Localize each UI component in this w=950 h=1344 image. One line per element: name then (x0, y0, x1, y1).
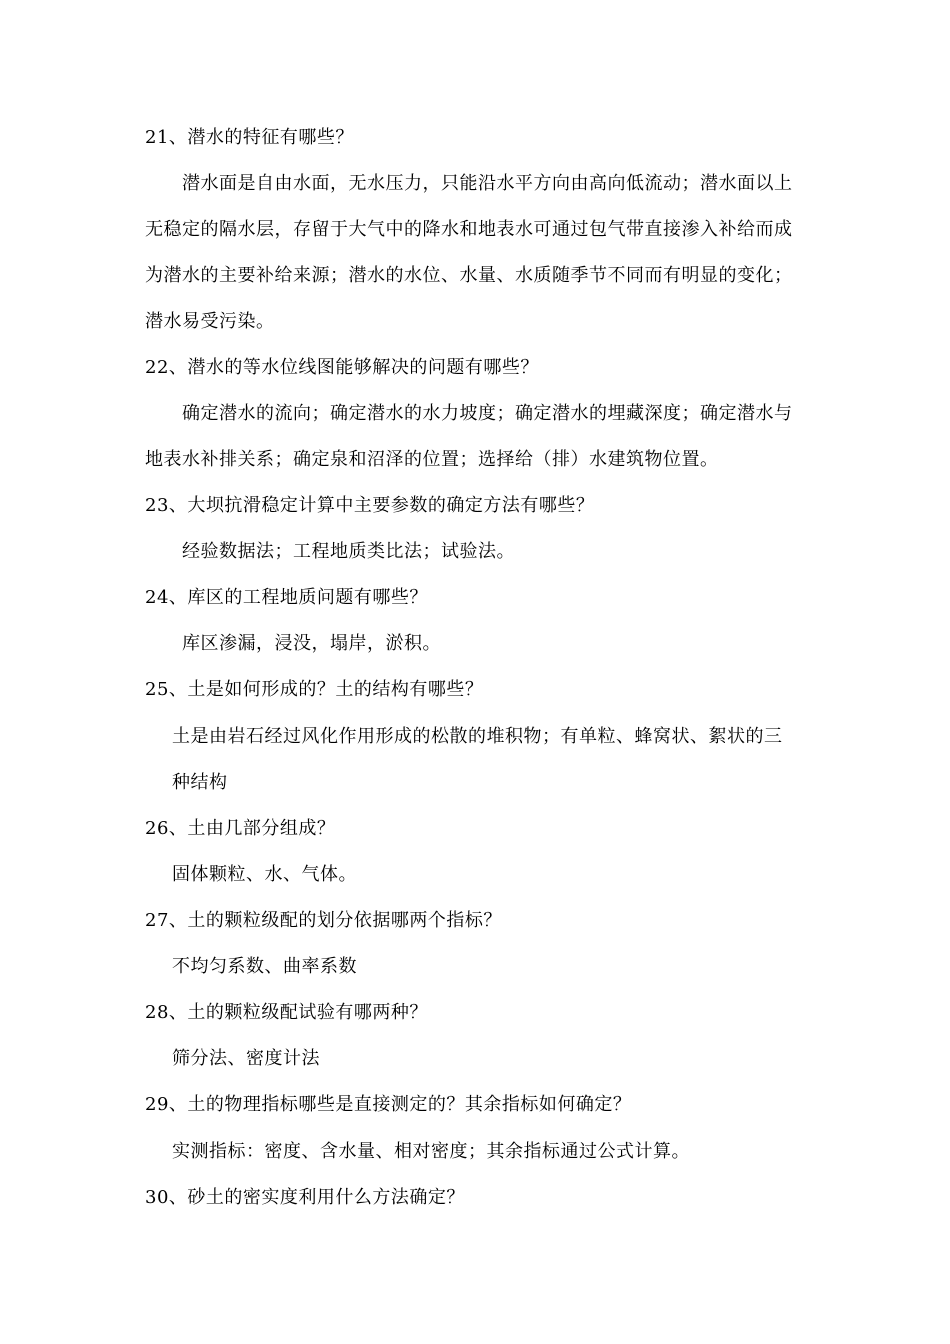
question-25: 25、土是如何形成的？土的结构有哪些？ (145, 679, 484, 700)
answer-27-line-1: 不均匀系数、曲率系数 (172, 956, 357, 977)
answer-22-line-2: 地表水补排关系；确定泉和沼泽的位置；选择给（排）水建筑物位置。 (145, 449, 719, 470)
question-23: 23、大坝抗滑稳定计算中主要参数的确定方法有哪些？ (145, 495, 595, 516)
answer-22-line-1: 确定潜水的流向；确定潜水的水力坡度；确定潜水的埋藏深度；确定潜水与 (182, 403, 793, 424)
answer-25-line-2: 种结构 (172, 772, 228, 793)
answer-29-line-1: 实测指标：密度、含水量、相对密度；其余指标通过公式计算。 (172, 1141, 690, 1162)
answer-26-line-1: 固体颗粒、水、气体。 (172, 864, 357, 885)
question-30: 30、砂土的密实度利用什么方法确定？ (145, 1187, 465, 1208)
answer-25-line-1: 土是由岩石经过风化作用形成的松散的堆积物；有单粒、蜂窝状、絮状的三 (172, 726, 783, 747)
answer-24-line-1: 库区渗漏，浸没，塌岸，淤积。 (182, 633, 441, 654)
answer-21-line-4: 潜水易受污染。 (145, 311, 275, 332)
question-26: 26、土由几部分组成？ (145, 818, 336, 839)
answer-23-line-1: 经验数据法；工程地质类比法；试验法。 (182, 541, 515, 562)
answer-28-line-1: 筛分法、密度计法 (172, 1048, 320, 1069)
question-27: 27、土的颗粒级配的划分依据哪两个指标？ (145, 910, 502, 931)
answer-21-line-1: 潜水面是自由水面，无水压力，只能沿水平方向由高向低流动；潜水面以上 (182, 173, 793, 194)
answer-21-line-2: 无稳定的隔水层，存留于大气中的降水和地表水可通过包气带直接渗入补给而成 (145, 219, 793, 240)
question-29: 29、土的物理指标哪些是直接测定的？其余指标如何确定？ (145, 1094, 632, 1115)
answer-21-line-3: 为潜水的主要补给来源；潜水的水位、水量、水质随季节不同而有明显的变化； (145, 265, 793, 286)
question-24: 24、库区的工程地质问题有哪些？ (145, 587, 428, 608)
question-21: 21、潜水的特征有哪些？ (145, 127, 354, 148)
question-28: 28、土的颗粒级配试验有哪两种？ (145, 1002, 428, 1023)
question-22: 22、潜水的等水位线图能够解决的问题有哪些？ (145, 357, 539, 378)
